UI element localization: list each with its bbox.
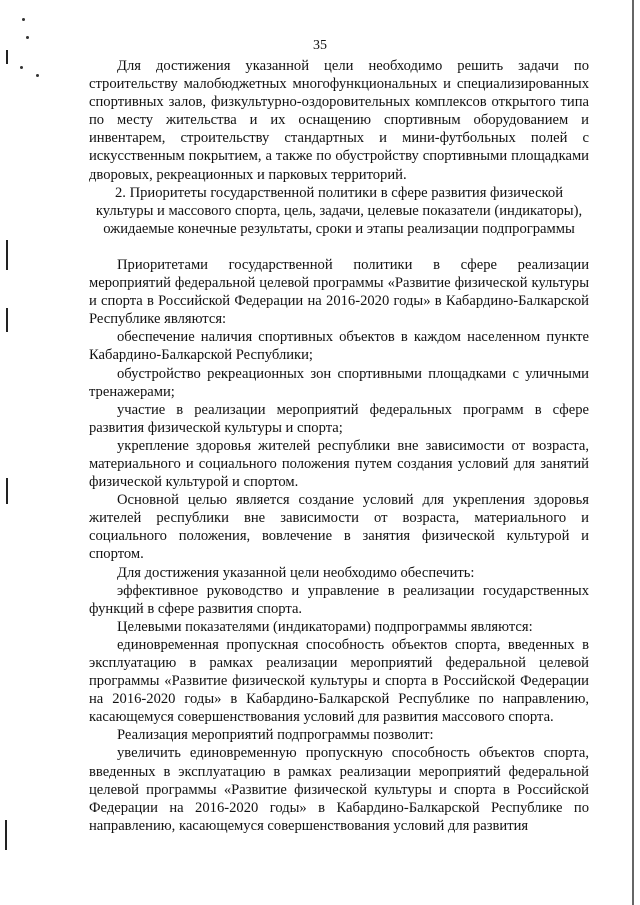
scan-edge-mark — [6, 478, 8, 504]
paragraph: Целевыми показателями (индикаторами) подпрограммы являются: — [117, 618, 533, 635]
paragraph: обустройство рекреационных зон спортивными площадками с уличными тренажерами; — [89, 365, 589, 400]
paragraph: Реализация мероприятий подпрограммы позволит: — [117, 727, 434, 744]
page-number: 35 — [313, 38, 327, 53]
paragraph: единовременная пропускная способность объектов спорта, введенных в эксплуатацию в рамках реализации мероприятий федеральной целевой программы «Развитие физической культуры и спорта в Российской Федерации на 2016-2020 годы» в Кабардино-Балкарской Республике по направлению, касающемуся совершенствования условий для развития массового спорта. — [89, 636, 589, 726]
document-body — [89, 57, 589, 835]
scan-edge-mark — [6, 240, 8, 270]
scan-speck — [36, 74, 39, 77]
paragraph: участие в реализации мероприятий федеральных программ в сфере развития физической культуры и спорта; — [89, 401, 589, 436]
scan-speck — [20, 66, 23, 69]
paragraph: Основной целью является создание условий для укрепления здоровья жителей республики вне зависимости от возраста, материального и социального положения, вовлечение в занятия физической культурой и спортом. — [89, 492, 589, 563]
paragraph: эффективное руководство и управление в реализации государственных функций в сфере развития спорта. — [89, 582, 589, 617]
paragraph: увеличить единовременную пропускную способность объектов спорта, введенных в эксплуатацию в рамках реализации мероприятий федеральной целевой программы «Развитие физической культуры и спорта в Российской Федерации на 2016-2020 годы» в Кабардино-Балкарской Республике по направлению, касающемуся совершенствования условий для развития — [89, 745, 589, 834]
paragraph: Для достижения указанной цели необходимо решить задачи по строительству малобюджетных многофункциональных и специализированных спортивных залов, физкультурно-оздоровительных комплексов открытого типа по месту жительства и их оснащению спортивным оборудованием и инвентарем, строительству стандартных и мини-футбольных полей с искусственным покрытием, а также по обустройству спортивными площадками дворовых, рекреационных и парковых территорий. — [89, 58, 589, 183]
scan-edge-mark — [6, 308, 8, 332]
paragraph: обеспечение наличия спортивных объектов в каждом населенном пункте Кабардино-Балкарской Республики; — [89, 329, 589, 364]
scan-edge-mark — [5, 820, 7, 850]
scan-speck — [22, 18, 25, 21]
paragraph: Для достижения указанной цели необходимо обеспечить: — [117, 564, 475, 581]
paragraph: Приоритетами государственной политики в сфере реализации мероприятий федеральной целевой программы «Развитие физической культуры и спорта в Российской Федерации на 2016-2020 годы» в Кабардино-Балкарской Республике являются: — [89, 256, 589, 328]
paragraph: укрепление здоровья жителей республики вне зависимости от возраста, материального и социального положения путем создания условий для занятий физической культурой и спортом. — [89, 437, 589, 491]
section-heading: 2. Приоритеты государственной политики в сфере развития физической культуры и массового спорта, цель, задачи, целевые показатели (индикаторы), ожидаемые конечные результаты, сроки и этапы реализации подпрограммы — [95, 184, 583, 237]
scan-edge-mark — [632, 0, 634, 905]
